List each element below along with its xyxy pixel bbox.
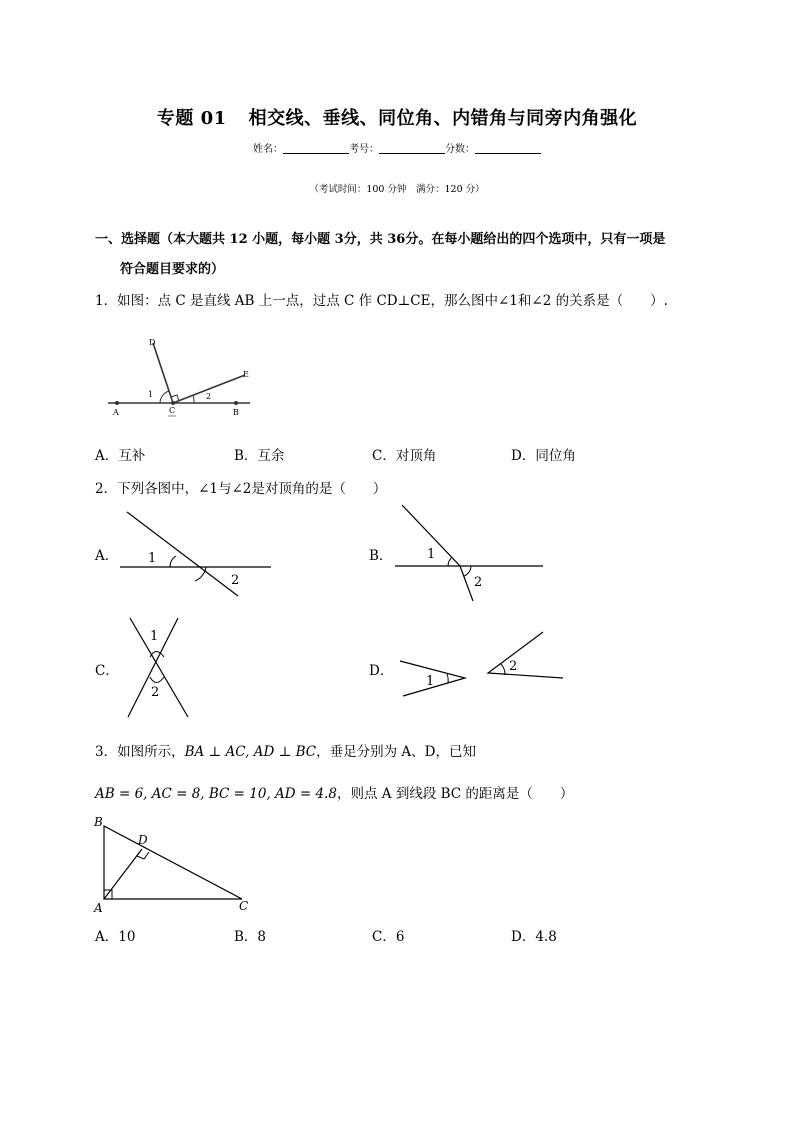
q3-line2-suffix: ，则点 A 到线段 BC 的距离是（ ）	[336, 786, 574, 802]
q1-label-c: C	[169, 406, 176, 415]
q2c-label-1: 1	[150, 629, 159, 644]
q2c-label-2: 2	[151, 685, 160, 700]
q2-figure-b	[390, 503, 550, 603]
q1-option-b[interactable]: B．互余	[234, 448, 285, 464]
name-label: 姓名：	[253, 144, 283, 155]
q3-option-d[interactable]: D．4.8	[511, 929, 557, 945]
q1-option-a[interactable]: A．互补	[95, 448, 146, 464]
exam-no-label: 考号：	[349, 144, 379, 155]
q1-point-c	[171, 401, 175, 405]
q1-label-e: E	[243, 370, 249, 379]
q2b-angle1-arc	[448, 557, 452, 566]
q3-figure	[92, 812, 262, 917]
q2b-label-2: 2	[474, 575, 483, 590]
q2d-label-1: 1	[426, 674, 435, 689]
score-blank[interactable]	[475, 143, 541, 154]
q3-line1-math: BA ⊥ AC, AD ⊥ BC	[184, 744, 317, 760]
title-main: 相交线、垂线、同位角、内错角与同旁内角强化	[248, 108, 638, 129]
q1-figure	[100, 335, 270, 420]
page-title	[0, 104, 794, 130]
q1-option-d[interactable]: D．同位角	[511, 448, 576, 464]
q1-ray-cd	[153, 343, 173, 403]
q3-line1-prefix: 3．如图所示，	[95, 744, 185, 760]
q2-figure-a	[115, 508, 275, 603]
q1-option-c[interactable]: C．对顶角	[372, 448, 437, 464]
question-3-line-1	[95, 740, 476, 760]
exam-no-blank[interactable]	[379, 143, 445, 154]
q3-option-a[interactable]: A．10	[95, 929, 136, 945]
q1-label-b: B	[233, 408, 239, 417]
q2d-angle1-arc	[447, 674, 448, 683]
q3-triangle	[104, 826, 242, 899]
section-heading-cont: 符合题目要求的）	[120, 262, 225, 277]
q1-label-d: D	[149, 338, 156, 347]
q3-option-c[interactable]: C．6	[372, 929, 405, 945]
q2b-angle2-arc	[464, 566, 471, 576]
question-1-text: 1．如图：点 C 是直线 AB 上一点，过点 C 作 CD⊥CE，那么图中∠1和∠2 的关系是（ ）.	[95, 293, 668, 309]
q2a-label-1: 1	[148, 551, 157, 566]
q2-option-d[interactable]: D．	[369, 663, 394, 679]
q1-angle2-arc	[193, 395, 194, 403]
q3-option-b[interactable]: B．8	[234, 929, 267, 945]
q2a-label-2: 2	[231, 573, 240, 588]
q2-option-c[interactable]: C．	[95, 663, 119, 679]
q3-label-d: D	[138, 833, 148, 847]
question-3-line-2	[95, 782, 573, 802]
student-info-line	[0, 140, 794, 155]
q1-point-a	[115, 401, 119, 405]
q2b-label-1: 1	[427, 547, 436, 562]
q2-figure-c	[120, 615, 195, 720]
exam-time-info: （考试时间：100 分钟 满分：120 分）	[309, 184, 485, 195]
q3-line2-math: AB = 6, AC = 8, BC = 10, AD = 4.8	[95, 786, 337, 802]
q1-label-a: A	[113, 408, 119, 417]
q2d-label-2: 2	[509, 659, 518, 674]
question-2-text: 2．下列各图中，∠1与∠2是对顶角的是（ ）	[95, 481, 387, 497]
q1-label-angle1: 1	[148, 390, 154, 399]
q2-figure-d	[395, 628, 570, 700]
q2-option-b[interactable]: B．	[369, 548, 393, 564]
q2-option-a[interactable]: A．	[95, 548, 119, 564]
q1-label-angle2: 2	[206, 392, 212, 401]
q1-angle1-arc	[160, 391, 169, 403]
name-blank[interactable]	[283, 143, 349, 154]
q2c-angle2-arc	[150, 677, 164, 683]
score-label: 分数：	[445, 144, 475, 155]
q3-label-c: C	[239, 899, 249, 913]
q3-altitude-ad	[104, 849, 142, 899]
q3-line1-suffix: ，垂足分别为 A、D，已知	[316, 744, 476, 760]
q3-label-b: B	[94, 815, 103, 829]
q2a-angle1-arc	[170, 556, 176, 567]
section-heading: 一、选择题（本大题共 12 小题，每小题 3分，共 36分。在每小题给出的四个选项中，只有一项是	[95, 232, 666, 247]
q1-point-b	[234, 401, 238, 405]
q3-label-a: A	[94, 901, 103, 915]
title-prefix: 专题 01	[156, 108, 227, 129]
q2a-angle2-arc	[195, 567, 206, 581]
